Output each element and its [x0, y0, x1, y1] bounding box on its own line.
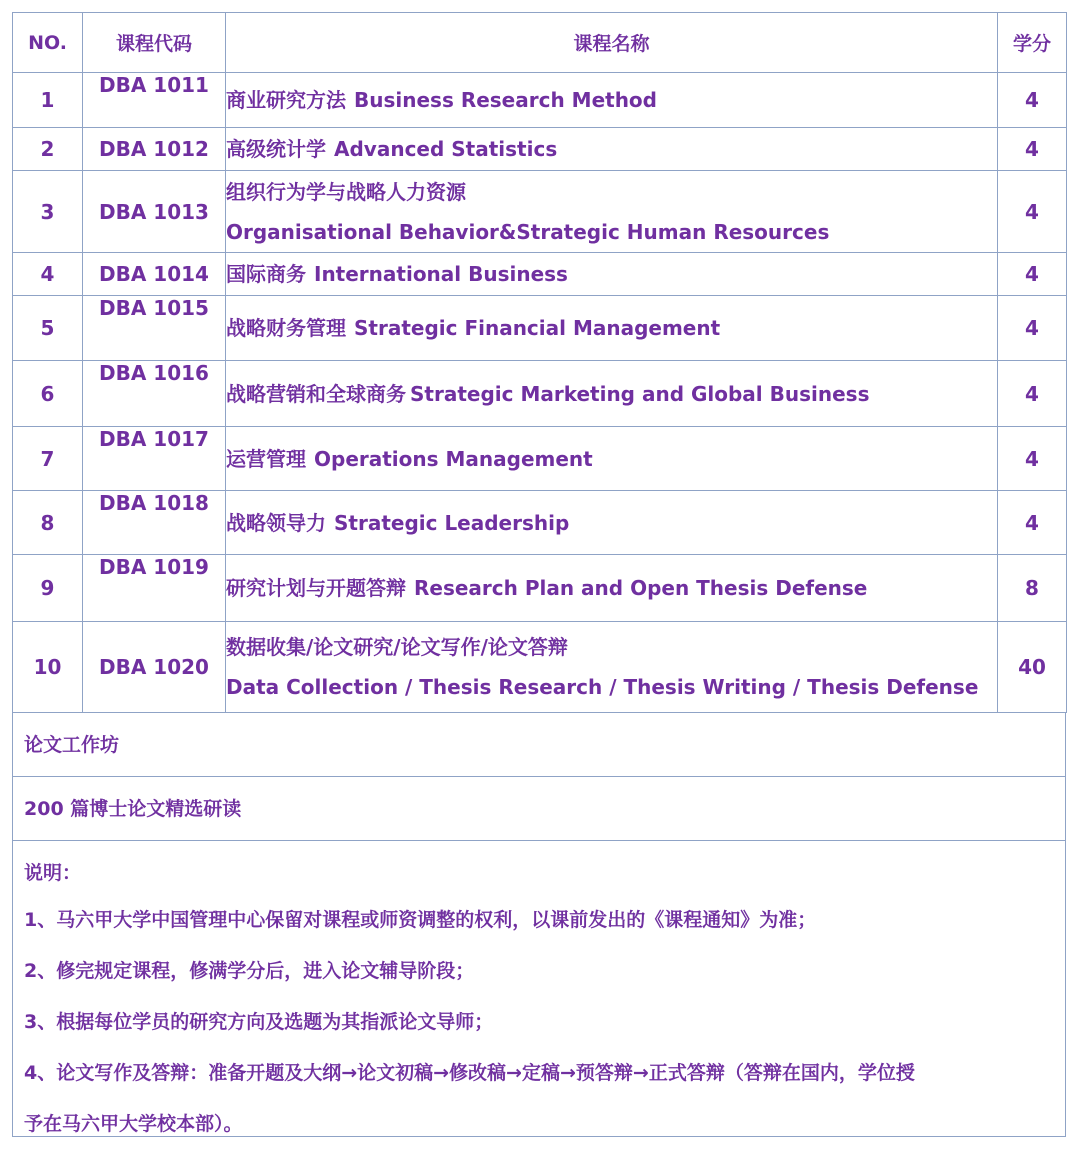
table-row	[13, 128, 1067, 171]
row-number: 7	[13, 427, 83, 491]
course-name	[226, 491, 998, 555]
note-item: 4、论文写作及答辩：准备开题及大纲→论文初稿→修改稿→定稿→预答辩→正式答辩（答辩在国内，学位授	[24, 1062, 915, 1084]
course-credit: 4	[998, 296, 1067, 361]
row-number: 3	[13, 171, 83, 253]
course-credit: 4	[998, 427, 1067, 491]
course-code: DBA 1019	[83, 555, 226, 622]
course-table	[12, 12, 1067, 713]
course-name	[226, 296, 998, 361]
table-row	[13, 361, 1067, 427]
row-number: 4	[13, 253, 83, 296]
table-row	[13, 296, 1067, 361]
course-code: DBA 1012	[83, 128, 226, 171]
course-name-en: Data Collection / Thesis Research / Thesis Writing / Thesis Defense	[226, 675, 979, 699]
notes-section	[12, 841, 1066, 1137]
thesis-workshop-row: 论文工作坊	[12, 713, 1066, 777]
dissertation-readings-row: 200 篇博士论文精选研读	[12, 777, 1066, 841]
course-name-zh: 战略财务管理	[226, 316, 346, 340]
note-item: 予在马六甲大学校本部）。	[24, 1113, 243, 1135]
table-row	[13, 253, 1067, 296]
course-name-zh: 高级统计学	[226, 137, 326, 161]
course-code: DBA 1017	[83, 427, 226, 491]
table-row	[13, 491, 1067, 555]
course-name-en: Advanced Statistics	[334, 137, 558, 161]
table-row	[13, 427, 1067, 491]
header-course-name: 课程名称	[226, 13, 998, 73]
course-sheet	[12, 12, 1066, 1137]
course-name-en: Business Research Method	[354, 88, 657, 112]
course-name-zh: 商业研究方法	[226, 88, 346, 112]
row-number: 6	[13, 361, 83, 427]
course-name	[226, 555, 998, 622]
course-name-zh: 研究计划与开题答辩	[226, 576, 406, 600]
course-name	[226, 73, 998, 128]
course-credit: 40	[998, 622, 1067, 713]
course-credit: 4	[998, 171, 1067, 253]
header-course-code: 课程代码	[83, 13, 226, 73]
notes-title: 说明：	[24, 862, 82, 884]
course-name	[226, 253, 998, 296]
row-number: 9	[13, 555, 83, 622]
course-credit: 4	[998, 128, 1067, 171]
course-name	[226, 361, 998, 427]
note-item: 3、根据每位学员的研究方向及选题为其指派论文导师；	[24, 1011, 494, 1033]
course-name-en: Operations Management	[314, 446, 593, 471]
table-header-row	[13, 13, 1067, 73]
row-number: 5	[13, 296, 83, 361]
course-code: DBA 1011	[83, 73, 226, 128]
header-credit: 学分	[998, 13, 1067, 73]
course-name-en: Organisational Behavior&Strategic Human Resources	[226, 219, 830, 244]
note-item: 2、修完规定课程，修满学分后，进入论文辅导阶段；	[24, 960, 475, 982]
course-code: DBA 1018	[83, 491, 226, 555]
table-row	[13, 622, 1067, 713]
course-name-zh: 运营管理	[226, 446, 306, 471]
course-name-zh: 战略营销和全球商务	[226, 381, 406, 406]
course-code: DBA 1016	[83, 361, 226, 427]
course-name-en: Research Plan and Open Thesis Defense	[414, 576, 868, 600]
header-no: NO.	[13, 13, 83, 73]
row-number: 10	[13, 622, 83, 713]
table-row	[13, 73, 1067, 128]
course-credit: 4	[998, 253, 1067, 296]
course-code: DBA 1015	[83, 296, 226, 361]
course-name	[226, 128, 998, 171]
course-name-zh: 战略领导力	[226, 510, 326, 535]
course-name-en: International Business	[314, 262, 568, 286]
table-row	[13, 171, 1067, 253]
course-name-en: Strategic Leadership	[334, 510, 570, 535]
course-name-zh: 组织行为学与战略人力资源	[226, 179, 466, 204]
course-name-en: Strategic Financial Management	[354, 316, 721, 340]
row-number: 8	[13, 491, 83, 555]
course-code: DBA 1014	[83, 253, 226, 296]
course-name-en: Strategic Marketing and Global Business	[410, 381, 870, 406]
course-name	[226, 622, 998, 713]
course-credit: 8	[998, 555, 1067, 622]
course-code: DBA 1013	[83, 171, 226, 253]
table-row	[13, 555, 1067, 622]
course-name-zh: 数据收集/论文研究/论文写作/论文答辩	[226, 635, 568, 659]
note-item: 1、马六甲大学中国管理中心保留对课程或师资调整的权利，以课前发出的《课程通知》为准；	[24, 909, 817, 931]
course-credit: 4	[998, 491, 1067, 555]
course-credit: 4	[998, 73, 1067, 128]
course-name-zh: 国际商务	[226, 262, 306, 286]
row-number: 1	[13, 73, 83, 128]
row-number: 2	[13, 128, 83, 171]
course-name	[226, 427, 998, 491]
course-code: DBA 1020	[83, 622, 226, 713]
course-credit: 4	[998, 361, 1067, 427]
course-name	[226, 171, 998, 253]
